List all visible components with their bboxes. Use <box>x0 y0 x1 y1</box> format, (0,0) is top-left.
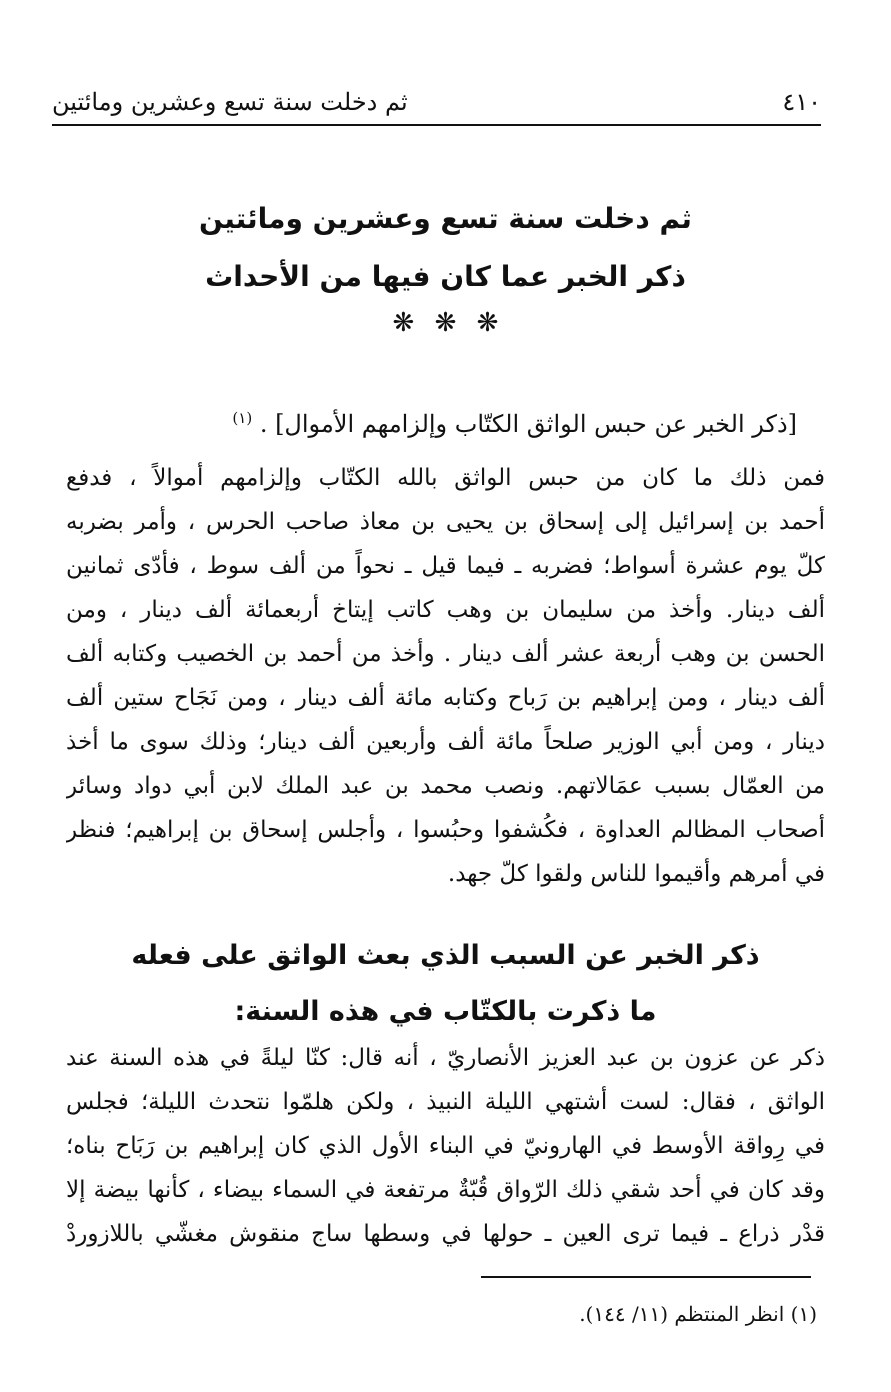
running-title: ثم دخلت سنة تسع وعشرين ومائتين <box>52 88 408 116</box>
page-number: ٤١٠ <box>782 88 821 116</box>
text-line: الحسن بن وهب أربعة عشر ألف دينار . وأخذ من أحمد بن الخصيب وكتابه ألف <box>66 641 825 667</box>
text-line: كلّ يوم عشرة أسواط؛ فضربه ـ فيما قيل ـ نحواً من ألف سوط ، فأدّى ثمانين <box>66 553 825 579</box>
text-line: في أمرهم وأقيموا للناس ولقوا كلّ جهد. <box>447 861 825 887</box>
text-line: في رِواقة الأوسط في الهارونيّ في البناء الأول الذي كان إبراهيم بن رَبَاح بناه؛ <box>66 1133 825 1159</box>
text-line: ألف دينار. وأخذ من سليمان بن وهب كاتب إيتاخ أربعمائة ألف دينار ، ومن <box>66 597 825 623</box>
ornament-stars: ❋ ❋ ❋ <box>392 308 499 338</box>
text-line: قدْر ذراع ـ فيما ترى العين ـ حولها في وسطها ساج منقوش مغشّي باللازوردْ <box>66 1221 825 1247</box>
section-label-text: [ذكر الخبر عن حبس الواثق الكتّاب وإلزامهم الأموال] . <box>259 410 797 438</box>
header-divider <box>52 124 821 126</box>
text-line: دينار ، ومن أبي الوزير صلحاً مائة ألف وأربعين ألف دينار؛ وذلك سوى ما أخذ <box>66 729 825 755</box>
section-2-heading-continued: ما ذكرت بالكتّاب في هذه السنة: <box>234 996 657 1027</box>
text-line: وقد كان في أحد شقي ذلك الرّواق قُبّةٌ مرتفعة في السماء بيضاء ، كأنها بيضة إلا <box>66 1177 825 1203</box>
page-header <box>52 82 821 122</box>
text-line: الواثق ، فقال: لست أشتهي الليلة النبيذ ، ولكن هلمّوا نتحدث الليلة؛ فجلس <box>66 1089 825 1115</box>
text-line: أصحاب المظالم العداوة ، فكُشفوا وحبُسوا ، وأجلس إسحاق بن إبراهيم؛ فنظر <box>66 817 825 843</box>
text-line: فمن ذلك ما كان من حبس الواثق بالله الكتّاب وإلزامهم أموالاً ، فدفع <box>66 465 825 491</box>
chapter-subtitle: ذكر الخبر عما كان فيها من الأحداث <box>205 260 686 293</box>
footnote-divider <box>481 1276 811 1278</box>
text-line: من العمّال بسبب عمَالاتهم. ونصب محمد بن عبد الملك لابن أبي دواد وسائر <box>66 773 825 799</box>
section-2-headings <box>0 928 891 1040</box>
paragraph-2 <box>66 1036 825 1256</box>
text-line: أحمد بن إسرائيل إلى إسحاق بن يحيى بن معاذ صاحب الحرس ، وأمر بضربه <box>66 509 825 535</box>
paragraph-1 <box>66 456 825 896</box>
footnote: (١) انظر المنتظم (١١/ ١٤٤). <box>579 1302 817 1326</box>
section-2-heading: ذكر الخبر عن السبب الذي بعث الواثق على فعله <box>131 940 760 971</box>
chapter-headings <box>0 190 891 338</box>
chapter-title: ثم دخلت سنة تسع وعشرين ومائتين <box>199 202 692 235</box>
footnote-reference: (١) <box>232 409 253 427</box>
section-label <box>60 396 797 446</box>
text-line: ألف دينار ، ومن إبراهيم بن رَباح وكتابه مائة ألف دينار ، ومن نَجَاح ستين ألف <box>66 685 825 711</box>
text-line: ذكر عن عزون بن عبد العزيز الأنصاريّ ، أنه قال: كنّا ليلةً في هذه السنة عند <box>66 1045 825 1071</box>
